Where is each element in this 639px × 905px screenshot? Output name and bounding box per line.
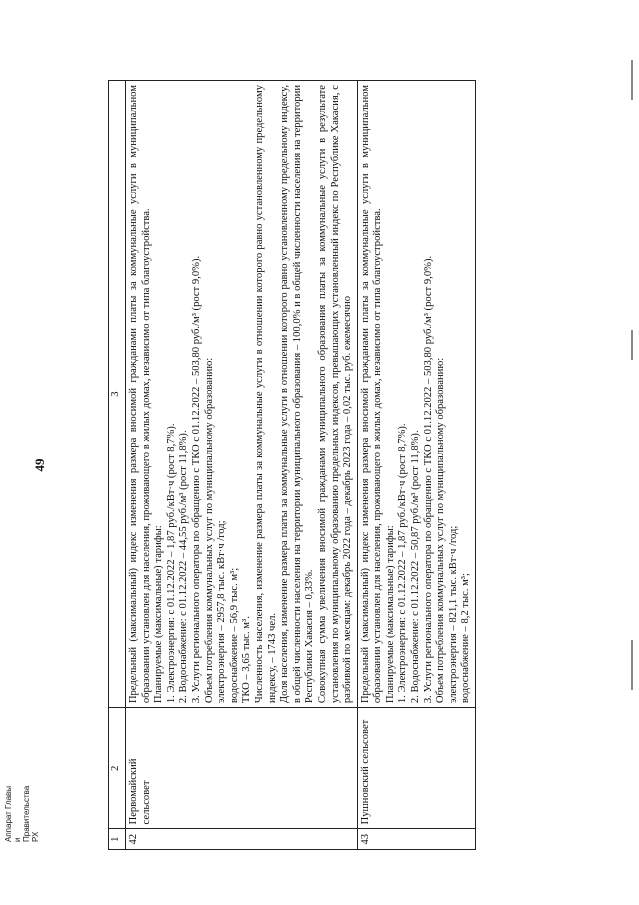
text-line: Предельный (максимальный) индекс изменения размера вносимой гражданами платы за коммунальные услуги в муниципальном образовании установлен для населения, проживающего в жилых домах, независимо от типа благоустройства. bbox=[128, 85, 152, 704]
row-number: 43 bbox=[357, 829, 475, 850]
text-line: электроэнергия – 2957,8 тыс. кВт·ч /год; bbox=[216, 520, 228, 704]
municipality-name: Пушновский сельсовет bbox=[357, 708, 475, 829]
column-header: 1 bbox=[109, 829, 126, 850]
text-line: электроэнергия – 821,1 тыс. кВт·ч /год; bbox=[447, 525, 459, 704]
rotated-page-content bbox=[32, 80, 472, 850]
column-header: 3 bbox=[109, 81, 126, 708]
scan-edge-mark bbox=[631, 330, 633, 360]
stamp-line: и Правительства РХ bbox=[13, 785, 40, 842]
row-number: 42 bbox=[126, 829, 358, 850]
text-line: Доля населения, изменение размера платы за коммунальные услуги в отношении которого равно установленному предельному индексу, в общей численности населения на территории муниципального образования – 100,0% и в общей численности населения на территории Республики Хакасия – 0,33%. bbox=[279, 85, 316, 704]
text-line: Совокупная сумма увеличения вносимой гражданами муниципального образования платы за коммунальные услуги в результате установления по муниципальному образованию предельных индексов, превышающих установленный индекс по Республике Хакасия, с разбивкой по месяцам: декабрь 2022 года – декабрь 2023 года – 0,02 тыс. руб. ежемесячно bbox=[316, 85, 354, 704]
text-line: Планируемые (максимальные) тарифы: bbox=[153, 525, 165, 704]
text-line: Объем потребления коммунальных услуг по муниципальному образованию: bbox=[203, 357, 215, 704]
text-line: 1. Электроэнергия: с 01.12.2022 – 1,87 руб./кВт·ч (рост 8,7%). bbox=[165, 423, 177, 704]
page-number: 49 bbox=[32, 458, 47, 472]
scan-edge-mark bbox=[631, 640, 633, 690]
text-line: Численность населения, изменение размера платы за коммунальные услуги в отношении которого равно установленному предельному индексу, – 1743 чел. bbox=[253, 85, 278, 704]
row-description bbox=[357, 81, 475, 708]
table-row bbox=[357, 81, 475, 850]
row-description bbox=[126, 81, 358, 708]
text-line: 3. Услуги регионального оператора по обращению с ТКО с 01.12.2022 – 503,80 руб./м³ (рост 9,0%). bbox=[190, 255, 202, 704]
text-line: Объем потребления коммунальных услуг по муниципальному образованию: bbox=[435, 357, 447, 704]
text-line: водоснабжение – 56,9 тыс. м³; bbox=[228, 567, 240, 704]
table-row bbox=[126, 81, 358, 850]
text-line: 3. Услуги регионального оператора по обращению с ТКО с 01.12.2022 – 503,80 руб./м³ (рост 9,0%). bbox=[422, 255, 434, 704]
municipality-name: Первомайский сельсовет bbox=[126, 708, 358, 829]
text-line: ТКО – 3,65 тыс. м³. bbox=[241, 616, 253, 704]
text-line: Планируемые (максимальные) тарифы: bbox=[384, 525, 396, 704]
column-header: 2 bbox=[109, 708, 126, 829]
scan-edge-mark bbox=[631, 60, 633, 100]
text-line: 2. Водоснабжение: с 01.12.2022 – 44,55 руб./м³ (рост 11,8%). bbox=[178, 430, 190, 704]
text-line: 2. Водоснабжение: с 01.12.2022 – 50,87 руб./м³ (рост 11,8%). bbox=[410, 430, 422, 704]
text-line: Предельный (максимальный) индекс изменения размера вносимой гражданами платы за коммунальные услуги в муниципальном образовании установлен для населения, проживающего в жилых домах, независимо от типа благоустройства. bbox=[359, 85, 384, 704]
office-stamp bbox=[4, 782, 40, 842]
text-line: 1. Электроэнергия: с 01.12.2022 – 1,87 руб./кВт·ч (рост 8,7%). bbox=[397, 423, 409, 704]
stamp-line: Аппарат Главы bbox=[4, 785, 13, 842]
table-header-row bbox=[109, 81, 126, 850]
document-table bbox=[108, 80, 476, 850]
text-line: водоснабжение – 8,2 тыс. м³; bbox=[460, 573, 472, 704]
